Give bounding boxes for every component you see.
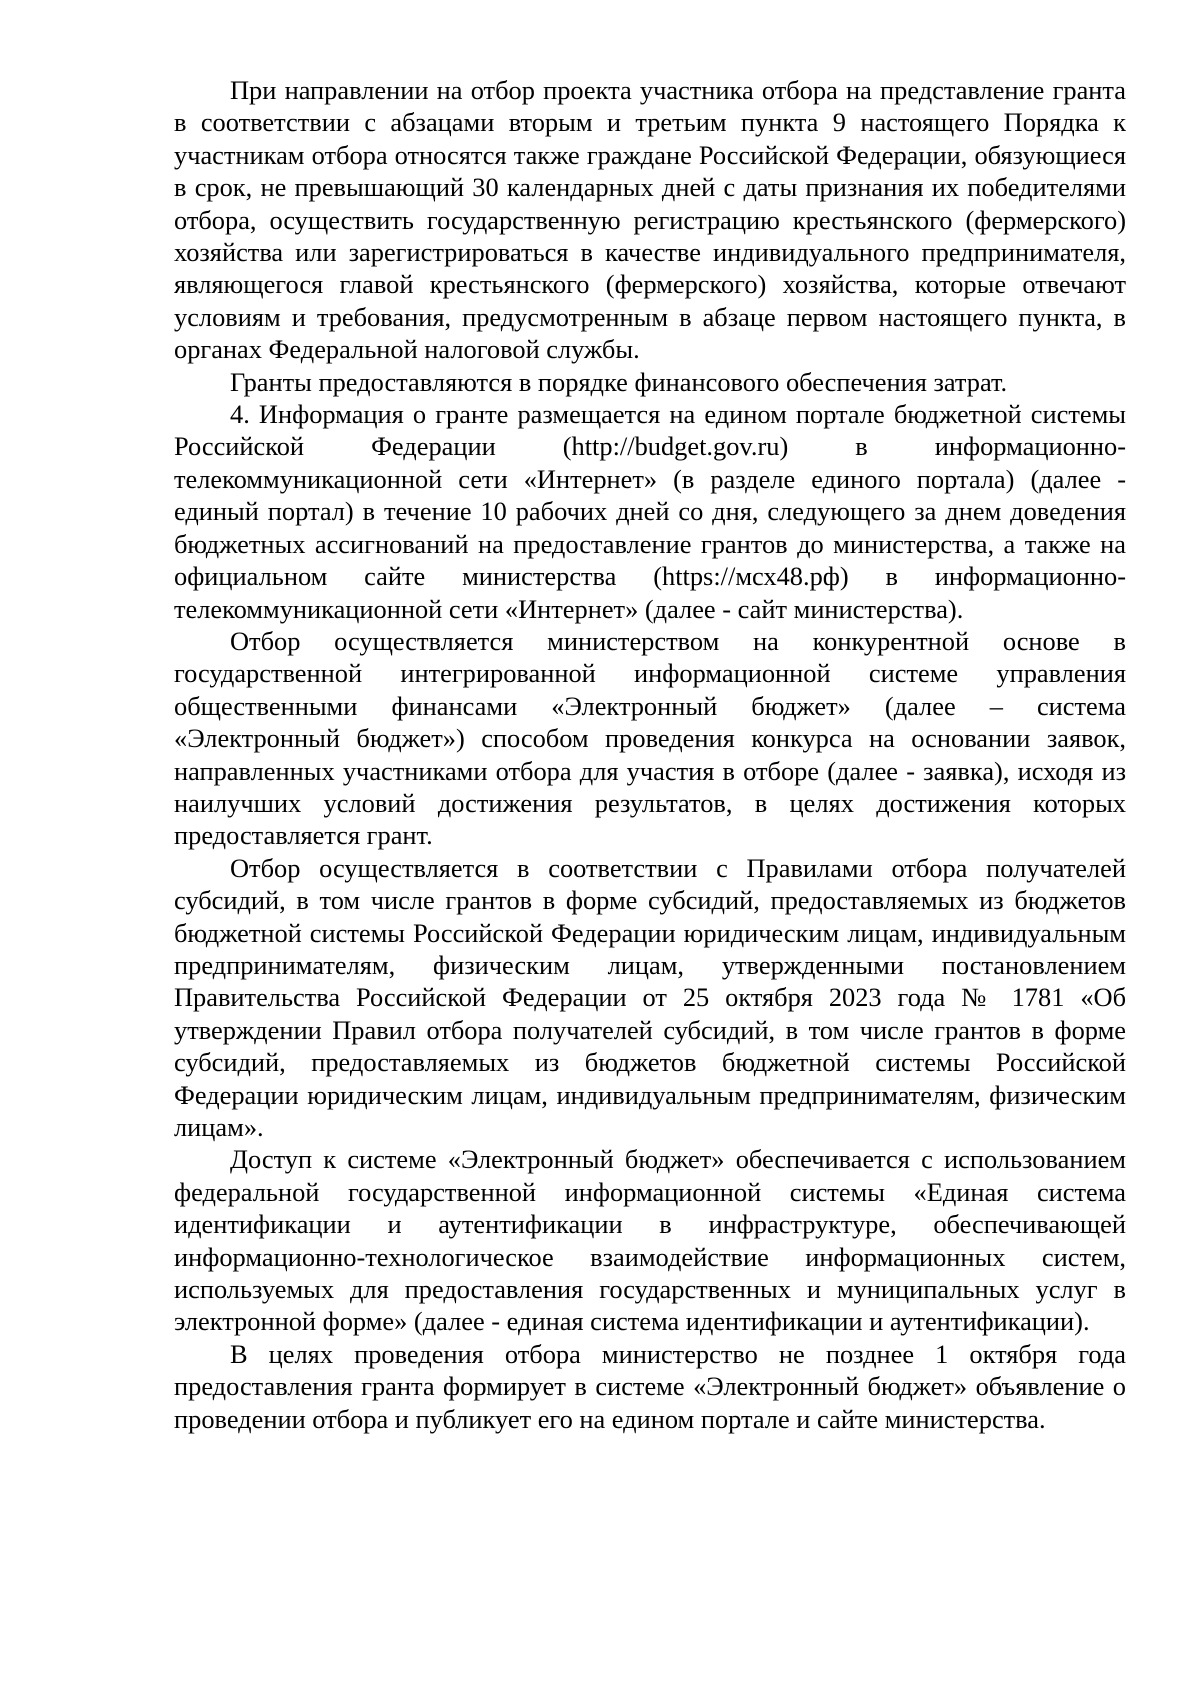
paragraph-grant-financing: Гранты предоставляются в порядке финансового обеспечения затрат. bbox=[230, 366, 1008, 397]
paragraph-selection-system: Отбор осуществляется министерством на конкурентной основе в государственной интегрированной информационной системе управления общественными финансами «Электронный бюджет» (далее – система «Электронный бюджет») способом проведения конкурса на основании заявок, направленных участниками отбора для участия в отборе (далее - заявка), исходя из наилучших условий достижения результатов, в целях достижения которых предоставляется грант. bbox=[174, 625, 1126, 851]
paragraph-selection-rules: Отбор осуществляется в соответствии с Правилами отбора получателей субсидий, в том числе грантов в форме субсидий, предоставляемых из бюджетов бюджетной системы Российской Федерации юридическим лицам, индивидуальным предпринимателям, физическим лицам, утвержденными постановлением Правительства Российской Федерации от 25 октября 2023 года № 1781 «Об утверждении Правил отбора получателей субсидий, в том числе грантов в форме субсидий, предоставляемых из бюджетов бюджетной системы Российской Федерации юридическим лицам, индивидуальным предпринимателям, физическим лицам». bbox=[174, 852, 1126, 1142]
document-page bbox=[174, 74, 1126, 1435]
paragraph-system-access: Доступ к системе «Электронный бюджет» обеспечивается с использованием федеральной государственной информационной системы «Единая система идентификации и аутентификации в инфраструктуре, обеспечивающей информационно-технологическое взаимодействие информационных систем, используемых для предоставления государственных и муниципальных услуг в электронной форме» (далее - единая система идентификации и аутентификации). bbox=[174, 1144, 1126, 1337]
paragraph-announcement: В целях проведения отбора министерство не позднее 1 октября года предоставления гранта формирует в системе «Электронный бюджет» объявление о проведении отбора и публикует его на едином портале и сайте министерства. bbox=[174, 1338, 1126, 1434]
paragraph-information-placement: 4. Информация о гранте размещается на едином портале бюджетной системы Российской Федерации (http://budget.gov.ru) в информационно-телекоммуникационной сети «Интернет» (в разделе единого портала) (далее - единый портал) в течение 10 рабочих дней со дня, следующего за днем доведения бюджетных ассигнований на предоставление грантов до министерства, а также на официальном сайте министерства (https://мсх48.рф) в информационно-телекоммуникационной сети «Интернет» (далее - сайт министерства). bbox=[174, 399, 1126, 624]
paragraph-applicants: При направлении на отбор проекта участника отбора на представление гранта в соответствии с абзацами вторым и третьим пункта 9 настоящего Порядка к участникам отбора относятся также граждане Российской Федерации, обязующиеся в срок, не превышающий 30 календарных дней с даты признания их победителями отбора, осуществить государственную регистрацию крестьянского (фермерского) хозяйства или зарегистрироваться в качестве индивидуального предпринимателя, являющегося главой крестьянского (фермерского) хозяйства, которые отвечают условиям и требования, предусмотренным в абзаце первом настоящего пункта, в органах Федеральной налоговой службы. bbox=[174, 75, 1126, 365]
